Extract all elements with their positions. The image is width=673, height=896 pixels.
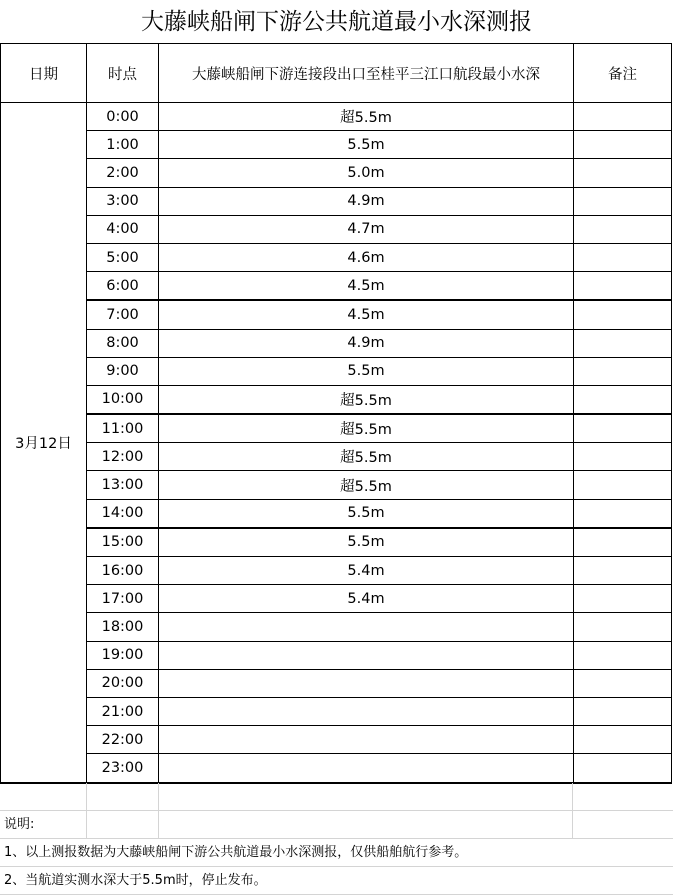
depth-cell — [159, 754, 574, 783]
time-cell: 13:00 — [87, 471, 159, 499]
table-row — [1, 557, 672, 585]
depth-cell: 4.9m — [159, 187, 574, 215]
table-row — [1, 103, 672, 131]
time-cell: 21:00 — [87, 697, 159, 725]
time-cell: 18:00 — [87, 613, 159, 641]
time-cell: 14:00 — [87, 499, 159, 528]
note-cell — [574, 641, 672, 669]
table-row — [1, 243, 672, 271]
time-cell: 16:00 — [87, 557, 159, 585]
table-row — [1, 585, 672, 613]
table-row — [1, 131, 672, 159]
time-cell: 11:00 — [87, 414, 159, 443]
time-cell: 23:00 — [87, 754, 159, 783]
note-line-2: 2、当航道实测水深大于5.5m时，停止发布。 — [0, 867, 673, 895]
depth-table — [0, 43, 672, 784]
table-row — [1, 528, 672, 557]
note-cell — [574, 215, 672, 243]
time-cell: 9:00 — [87, 357, 159, 385]
note-cell — [574, 557, 672, 585]
time-cell: 4:00 — [87, 215, 159, 243]
note-cell — [574, 754, 672, 783]
note-cell — [574, 613, 672, 641]
header-note: 备注 — [574, 44, 672, 103]
header-time: 时点 — [87, 44, 159, 103]
note-cell — [574, 528, 672, 557]
depth-cell: 4.9m — [159, 329, 574, 357]
depth-cell: 4.5m — [159, 300, 574, 329]
depth-cell: 5.4m — [159, 585, 574, 613]
time-cell: 7:00 — [87, 300, 159, 329]
table-row — [1, 329, 672, 357]
table-row — [1, 272, 672, 301]
note-cell — [574, 187, 672, 215]
table-row — [1, 669, 672, 697]
notes-heading: 说明: — [0, 811, 673, 839]
table-row — [1, 357, 672, 385]
time-cell: 1:00 — [87, 131, 159, 159]
note-cell — [574, 131, 672, 159]
note-cell — [574, 385, 672, 414]
blank-row — [0, 783, 673, 811]
note-cell — [574, 585, 672, 613]
time-cell: 20:00 — [87, 669, 159, 697]
depth-cell: 5.5m — [159, 357, 574, 385]
depth-cell: 超5.5m — [159, 471, 574, 499]
depth-cell: 5.5m — [159, 131, 574, 159]
depth-cell: 5.4m — [159, 557, 574, 585]
table-row — [1, 215, 672, 243]
depth-cell: 5.0m — [159, 159, 574, 187]
time-cell: 12:00 — [87, 443, 159, 471]
note-cell — [574, 159, 672, 187]
time-cell: 15:00 — [87, 528, 159, 557]
notes-section — [0, 783, 673, 896]
table-row — [1, 471, 672, 499]
time-cell: 3:00 — [87, 187, 159, 215]
note-cell — [574, 697, 672, 725]
time-cell: 17:00 — [87, 585, 159, 613]
table-row — [1, 726, 672, 754]
depth-cell: 4.6m — [159, 243, 574, 271]
table-row — [1, 641, 672, 669]
note-cell — [574, 272, 672, 301]
depth-cell — [159, 697, 574, 725]
note-cell — [574, 300, 672, 329]
depth-cell — [159, 613, 574, 641]
header-depth: 大藤峡船闸下游连接段出口至桂平三江口航段最小水深 — [159, 44, 574, 103]
depth-cell: 超5.5m — [159, 443, 574, 471]
time-cell: 19:00 — [87, 641, 159, 669]
time-cell: 0:00 — [87, 103, 159, 131]
depth-cell: 4.7m — [159, 215, 574, 243]
depth-cell: 4.5m — [159, 272, 574, 301]
note-cell — [574, 414, 672, 443]
depth-cell — [159, 726, 574, 754]
depth-cell: 超5.5m — [159, 103, 574, 131]
depth-cell — [159, 641, 574, 669]
table-row — [1, 159, 672, 187]
time-cell: 8:00 — [87, 329, 159, 357]
header-date: 日期 — [1, 44, 87, 103]
table-row — [1, 187, 672, 215]
table-row — [1, 443, 672, 471]
time-cell: 5:00 — [87, 243, 159, 271]
note-cell — [574, 499, 672, 528]
depth-cell: 超5.5m — [159, 385, 574, 414]
note-cell — [574, 443, 672, 471]
table-row — [1, 385, 672, 414]
table-header-row — [1, 44, 672, 103]
table-row — [1, 300, 672, 329]
table-row — [1, 613, 672, 641]
note-cell — [574, 726, 672, 754]
table-row — [1, 697, 672, 725]
date-cell: 3月12日 — [1, 103, 87, 783]
table-row — [1, 499, 672, 528]
depth-cell — [159, 669, 574, 697]
depth-cell: 超5.5m — [159, 414, 574, 443]
note-line-1: 1、以上测报数据为大藤峡船闸下游公共航道最小水深测报，仅供船舶航行参考。 — [0, 839, 673, 867]
note-cell — [574, 243, 672, 271]
note-cell — [574, 669, 672, 697]
report-title: 大藤峡船闸下游公共航道最小水深测报 — [141, 9, 532, 35]
depth-cell: 5.5m — [159, 499, 574, 528]
note-cell — [574, 103, 672, 131]
note-cell — [574, 471, 672, 499]
time-cell: 10:00 — [87, 385, 159, 414]
time-cell: 2:00 — [87, 159, 159, 187]
depth-cell: 5.5m — [159, 528, 574, 557]
table-row — [1, 414, 672, 443]
time-cell: 6:00 — [87, 272, 159, 301]
note-cell — [574, 357, 672, 385]
time-cell: 22:00 — [87, 726, 159, 754]
note-cell — [574, 329, 672, 357]
table-row — [1, 754, 672, 783]
